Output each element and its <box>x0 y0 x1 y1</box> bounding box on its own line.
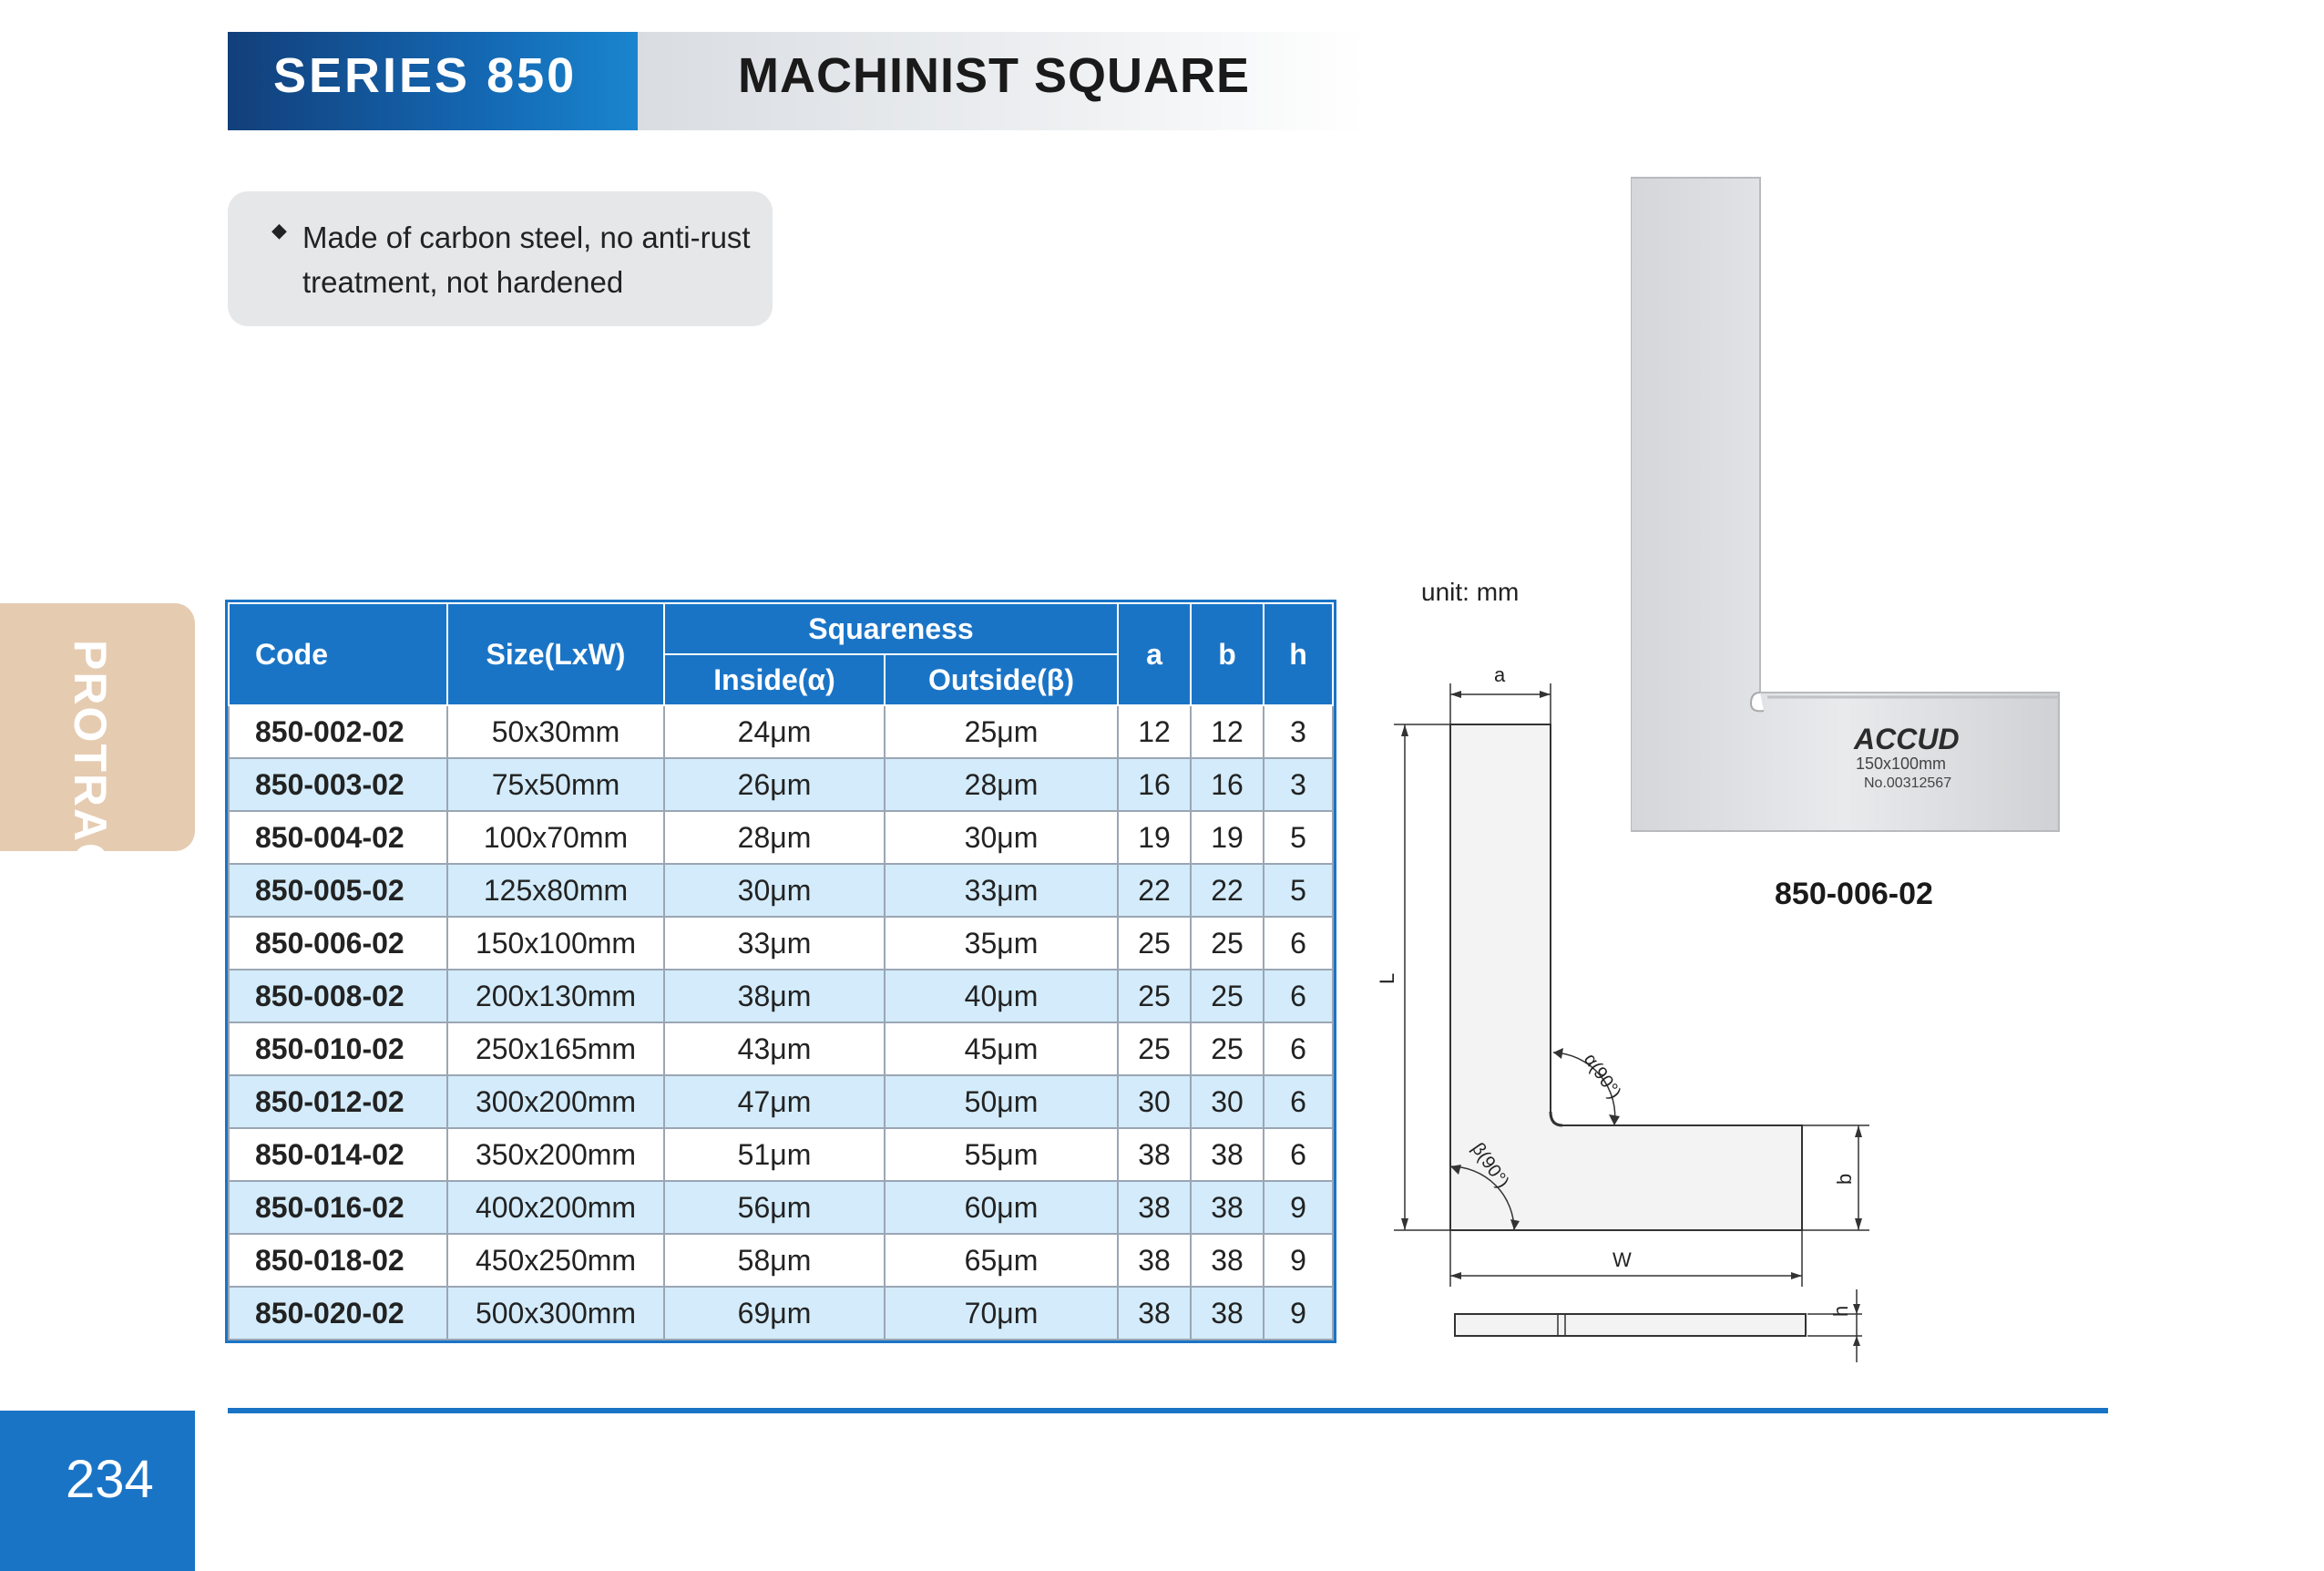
cell-b: 38 <box>1191 1128 1264 1181</box>
cell-size: 300x200mm <box>447 1075 664 1128</box>
header-size: Size(LxW) <box>447 603 664 705</box>
table-row <box>229 705 1333 758</box>
cell-h: 9 <box>1264 1181 1333 1234</box>
cell-h: 3 <box>1264 758 1333 811</box>
cell-a: 22 <box>1118 864 1191 917</box>
cell-inside: 33μm <box>664 917 885 970</box>
page-number: 234 <box>66 1450 154 1509</box>
cell-outside: 70μm <box>885 1287 1118 1340</box>
size-marking: 150x100mm <box>1856 755 1947 773</box>
label-L: L <box>1376 972 1398 984</box>
product-photo <box>1631 173 2068 838</box>
cell-a: 25 <box>1118 970 1191 1022</box>
cell-a: 38 <box>1118 1128 1191 1181</box>
cell-code: 850-014-02 <box>229 1128 447 1181</box>
cell-a: 19 <box>1118 811 1191 864</box>
header-outside: Outside(β) <box>885 654 1118 705</box>
table-row <box>229 1128 1333 1181</box>
cell-outside: 65μm <box>885 1234 1118 1287</box>
cell-size: 200x130mm <box>447 970 664 1022</box>
cell-code: 850-002-02 <box>229 705 447 758</box>
spec-table <box>228 602 1334 1340</box>
cell-outside: 25μm <box>885 705 1118 758</box>
cell-inside: 30μm <box>664 864 885 917</box>
cell-size: 250x165mm <box>447 1022 664 1075</box>
cell-h: 5 <box>1264 864 1333 917</box>
cell-h: 9 <box>1264 1287 1333 1340</box>
cell-a: 38 <box>1118 1234 1191 1287</box>
label-b: b <box>1833 1173 1856 1185</box>
cell-code: 850-020-02 <box>229 1287 447 1340</box>
cell-code: 850-010-02 <box>229 1022 447 1075</box>
label-W: W <box>1612 1248 1632 1271</box>
feature-box <box>228 191 773 326</box>
cell-b: 38 <box>1191 1234 1264 1287</box>
cell-inside: 26μm <box>664 758 885 811</box>
cell-size: 125x80mm <box>447 864 664 917</box>
series-title: SERIES 850 <box>273 48 578 103</box>
side-view <box>1455 1314 1806 1336</box>
cell-b: 38 <box>1191 1181 1264 1234</box>
label-alpha: α(90°) <box>1579 1050 1625 1104</box>
cell-outside: 55μm <box>885 1128 1118 1181</box>
cell-h: 6 <box>1264 970 1333 1022</box>
cell-b: 30 <box>1191 1075 1264 1128</box>
table-row <box>229 1181 1333 1234</box>
table-row <box>229 1022 1333 1075</box>
cell-outside: 33μm <box>885 864 1118 917</box>
section-tab-label: PROTRACTOR <box>65 640 116 979</box>
cell-a: 25 <box>1118 1022 1191 1075</box>
cell-b: 16 <box>1191 758 1264 811</box>
label-a: a <box>1494 663 1506 686</box>
cell-code: 850-018-02 <box>229 1234 447 1287</box>
feature-text: Made of carbon steel, no anti-rust treatment, not hardened <box>302 221 751 299</box>
cell-h: 3 <box>1264 705 1333 758</box>
cell-a: 25 <box>1118 917 1191 970</box>
cell-inside: 28μm <box>664 811 885 864</box>
table-row <box>229 758 1333 811</box>
footer-rule <box>228 1408 2108 1413</box>
cell-h: 5 <box>1264 811 1333 864</box>
brand-logo: ACCUD <box>1854 723 1960 755</box>
cell-outside: 60μm <box>885 1181 1118 1234</box>
cell-a: 12 <box>1118 705 1191 758</box>
cell-size: 150x100mm <box>447 917 664 970</box>
header-code: Code <box>229 603 447 705</box>
cell-inside: 51μm <box>664 1128 885 1181</box>
cell-a: 38 <box>1118 1287 1191 1340</box>
unit-label: unit: mm <box>1421 578 1520 606</box>
table-row <box>229 917 1333 970</box>
cell-inside: 56μm <box>664 1181 885 1234</box>
header-b: b <box>1191 603 1264 705</box>
cell-b: 25 <box>1191 970 1264 1022</box>
header-a: a <box>1118 603 1191 705</box>
table-row <box>229 1287 1333 1340</box>
header-squareness: Squareness <box>664 603 1118 654</box>
label-h: h <box>1829 1305 1852 1317</box>
cell-h: 6 <box>1264 1128 1333 1181</box>
label-beta: β(90°) <box>1467 1139 1513 1192</box>
cell-inside: 69μm <box>664 1287 885 1340</box>
header-h: h <box>1264 603 1333 705</box>
cell-h: 9 <box>1264 1234 1333 1287</box>
cell-h: 6 <box>1264 1075 1333 1128</box>
table-row <box>229 1234 1333 1287</box>
cell-size: 500x300mm <box>447 1287 664 1340</box>
cell-outside: 28μm <box>885 758 1118 811</box>
cell-b: 25 <box>1191 917 1264 970</box>
cell-code: 850-008-02 <box>229 970 447 1022</box>
serial-number: No.00312567 <box>1864 775 1952 791</box>
cell-outside: 30μm <box>885 811 1118 864</box>
cell-h: 6 <box>1264 1022 1333 1075</box>
cell-size: 450x250mm <box>447 1234 664 1287</box>
table-row <box>229 811 1333 864</box>
cell-outside: 45μm <box>885 1022 1118 1075</box>
bullet-icon: ◆ <box>271 219 287 241</box>
cell-b: 22 <box>1191 864 1264 917</box>
cell-inside: 58μm <box>664 1234 885 1287</box>
cell-a: 30 <box>1118 1075 1191 1128</box>
photo-caption: 850-006-02 <box>1775 877 1933 911</box>
table-row <box>229 864 1333 917</box>
cell-h: 6 <box>1264 917 1333 970</box>
cell-b: 12 <box>1191 705 1264 758</box>
cell-a: 38 <box>1118 1181 1191 1234</box>
cell-code: 850-004-02 <box>229 811 447 864</box>
cell-b: 19 <box>1191 811 1264 864</box>
cell-size: 50x30mm <box>447 705 664 758</box>
cell-code: 850-003-02 <box>229 758 447 811</box>
cell-code: 850-012-02 <box>229 1075 447 1128</box>
cell-outside: 40μm <box>885 970 1118 1022</box>
cell-outside: 35μm <box>885 917 1118 970</box>
cell-b: 38 <box>1191 1287 1264 1340</box>
cell-inside: 43μm <box>664 1022 885 1075</box>
cell-inside: 38μm <box>664 970 885 1022</box>
cell-size: 100x70mm <box>447 811 664 864</box>
cell-code: 850-005-02 <box>229 864 447 917</box>
table-row <box>229 970 1333 1022</box>
cell-size: 400x200mm <box>447 1181 664 1234</box>
cell-b: 25 <box>1191 1022 1264 1075</box>
cell-size: 75x50mm <box>447 758 664 811</box>
cell-inside: 47μm <box>664 1075 885 1128</box>
cell-size: 350x200mm <box>447 1128 664 1181</box>
cell-outside: 50μm <box>885 1075 1118 1128</box>
cell-code: 850-006-02 <box>229 917 447 970</box>
cell-a: 16 <box>1118 758 1191 811</box>
cell-inside: 24μm <box>664 705 885 758</box>
product-title: MACHINIST SQUARE <box>738 48 1251 103</box>
header-inside: Inside(α) <box>664 654 885 705</box>
cell-code: 850-016-02 <box>229 1181 447 1234</box>
table-row <box>229 1075 1333 1128</box>
